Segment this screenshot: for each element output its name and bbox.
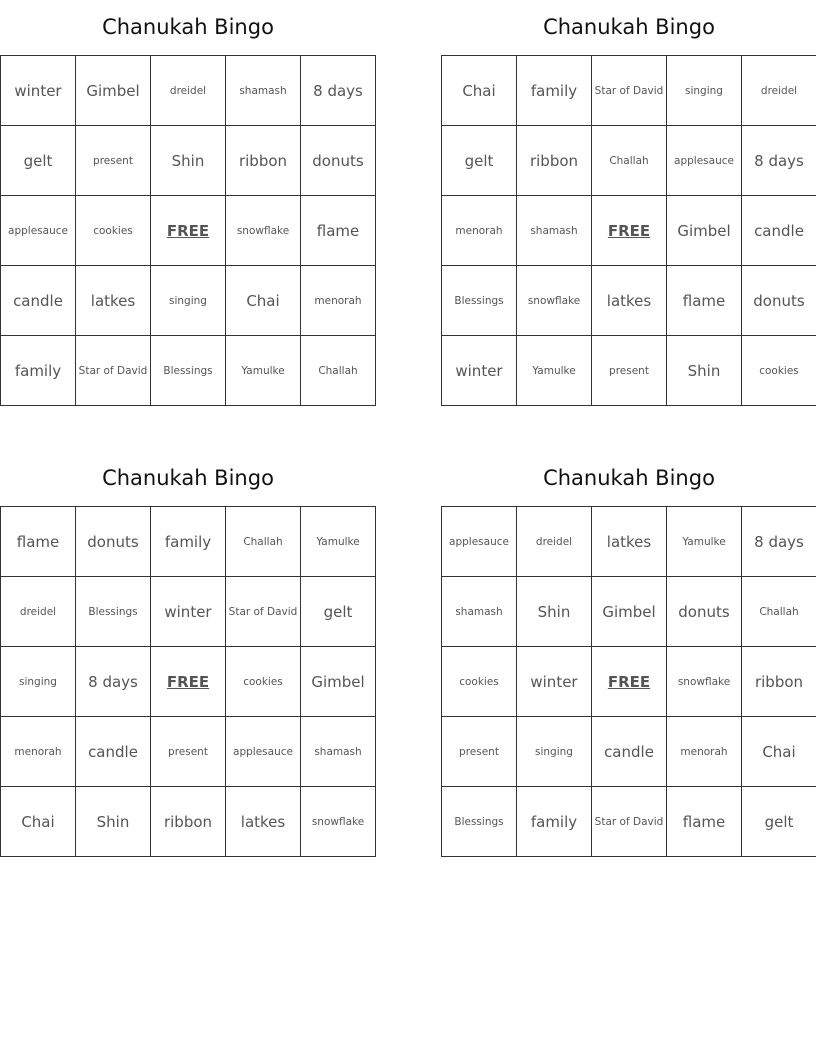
bingo-cell: Gimbel — [76, 56, 151, 126]
bingo-cell: Shin — [517, 577, 592, 647]
grid-row — [1, 336, 376, 406]
bingo-cell: dreidel — [1, 577, 76, 647]
bingo-grid — [0, 55, 376, 406]
bingo-cell: dreidel — [517, 507, 592, 577]
bingo-cell: snowflake — [301, 787, 376, 857]
bingo-cell: donuts — [667, 577, 742, 647]
bingo-cell: flame — [667, 266, 742, 336]
bingo-cell: Chai — [442, 56, 517, 126]
bingo-cell: Star of David — [592, 56, 667, 126]
bingo-cell: winter — [517, 647, 592, 717]
bingo-cell: Gimbel — [301, 647, 376, 717]
bingo-cell: Gimbel — [667, 196, 742, 266]
bingo-cell: family — [151, 507, 226, 577]
card-title: Chanukah Bingo — [102, 15, 274, 39]
grid-row — [442, 336, 816, 406]
bingo-cell: Challah — [742, 577, 816, 647]
bingo-cell: Blessings — [442, 787, 517, 857]
bingo-cell: applesauce — [1, 196, 76, 266]
bingo-cell: Blessings — [442, 266, 517, 336]
bingo-cell: latkes — [592, 266, 667, 336]
bingo-cell: Chai — [226, 266, 301, 336]
grid-row — [1, 577, 376, 647]
bingo-cell: gelt — [442, 126, 517, 196]
bingo-cell: shamash — [517, 196, 592, 266]
bingo-cell: flame — [301, 196, 376, 266]
bingo-cell: dreidel — [742, 56, 816, 126]
bingo-cell: snowflake — [667, 647, 742, 717]
free-space-cell: FREE — [592, 196, 667, 266]
grid-row — [1, 196, 376, 266]
bingo-cell: candle — [592, 717, 667, 787]
free-space-cell: FREE — [151, 196, 226, 266]
bingo-cell: candle — [742, 196, 816, 266]
grid-row — [1, 647, 376, 717]
bingo-cell: Challah — [301, 336, 376, 406]
bingo-cell: candle — [1, 266, 76, 336]
bingo-cell: ribbon — [226, 126, 301, 196]
grid-row — [442, 717, 816, 787]
bingo-cell: Star of David — [226, 577, 301, 647]
bingo-cell: latkes — [226, 787, 301, 857]
grid-row — [442, 126, 816, 196]
bingo-cell: ribbon — [517, 126, 592, 196]
bingo-cell: 8 days — [301, 56, 376, 126]
bingo-cell: cookies — [742, 336, 816, 406]
card-title: Chanukah Bingo — [543, 466, 715, 490]
bingo-cell: present — [592, 336, 667, 406]
bingo-card-1 — [0, 10, 376, 406]
bingo-cell: 8 days — [742, 126, 816, 196]
bingo-cell: shamash — [226, 56, 301, 126]
bingo-cell: donuts — [76, 507, 151, 577]
bingo-cell: winter — [151, 577, 226, 647]
bingo-cell: donuts — [742, 266, 816, 336]
bingo-cell: gelt — [301, 577, 376, 647]
bingo-cell: winter — [442, 336, 517, 406]
bingo-cell: winter — [1, 56, 76, 126]
bingo-cell: Blessings — [151, 336, 226, 406]
grid-row — [442, 266, 816, 336]
bingo-grid — [441, 55, 816, 406]
bingo-cell: 8 days — [742, 507, 816, 577]
bingo-cell: Chai — [742, 717, 816, 787]
bingo-cell: flame — [667, 787, 742, 857]
bingo-cell: shamash — [301, 717, 376, 787]
bingo-cell: Shin — [151, 126, 226, 196]
bingo-cell: Yamulke — [226, 336, 301, 406]
bingo-card-3 — [0, 461, 376, 857]
bingo-grid — [441, 506, 816, 857]
bingo-cell: 8 days — [76, 647, 151, 717]
bingo-cell: snowflake — [226, 196, 301, 266]
bingo-cell: menorah — [301, 266, 376, 336]
bingo-cell: gelt — [742, 787, 816, 857]
bingo-cell: snowflake — [517, 266, 592, 336]
bingo-cell: menorah — [667, 717, 742, 787]
bingo-cell: menorah — [1, 717, 76, 787]
bingo-cell: Yamulke — [301, 507, 376, 577]
bingo-cell: Yamulke — [667, 507, 742, 577]
bingo-cell: donuts — [301, 126, 376, 196]
bingo-cell: Challah — [226, 507, 301, 577]
bingo-cell: Challah — [592, 126, 667, 196]
bingo-cell: singing — [517, 717, 592, 787]
grid-row — [442, 787, 816, 857]
grid-row — [1, 266, 376, 336]
bingo-cell: candle — [76, 717, 151, 787]
bingo-cell: shamash — [442, 577, 517, 647]
free-space-cell: FREE — [151, 647, 226, 717]
bingo-cell: latkes — [76, 266, 151, 336]
grid-row — [1, 717, 376, 787]
bingo-cell: applesauce — [667, 126, 742, 196]
bingo-cell: present — [76, 126, 151, 196]
bingo-cell: family — [517, 787, 592, 857]
bingo-cell: latkes — [592, 507, 667, 577]
bingo-cell: applesauce — [442, 507, 517, 577]
bingo-cell: ribbon — [742, 647, 816, 717]
bingo-cell: gelt — [1, 126, 76, 196]
bingo-cell: Chai — [1, 787, 76, 857]
bingo-cell: cookies — [442, 647, 517, 717]
bingo-cell: Star of David — [592, 787, 667, 857]
bingo-cell: ribbon — [151, 787, 226, 857]
grid-row — [442, 507, 816, 577]
bingo-card-2 — [441, 10, 816, 406]
card-title: Chanukah Bingo — [543, 15, 715, 39]
bingo-cell: Gimbel — [592, 577, 667, 647]
bingo-cell: present — [442, 717, 517, 787]
bingo-cell: family — [517, 56, 592, 126]
bingo-cell: singing — [151, 266, 226, 336]
bingo-cell: singing — [1, 647, 76, 717]
bingo-cell: dreidel — [151, 56, 226, 126]
bingo-cell: family — [1, 336, 76, 406]
bingo-card-4 — [441, 461, 816, 857]
bingo-cell: Shin — [76, 787, 151, 857]
bingo-cell: Yamulke — [517, 336, 592, 406]
grid-row — [1, 507, 376, 577]
grid-row — [442, 577, 816, 647]
bingo-cell: cookies — [76, 196, 151, 266]
bingo-cell: menorah — [442, 196, 517, 266]
bingo-cell: flame — [1, 507, 76, 577]
card-title: Chanukah Bingo — [102, 466, 274, 490]
grid-row — [1, 787, 376, 857]
bingo-cell: present — [151, 717, 226, 787]
bingo-cell: Shin — [667, 336, 742, 406]
free-space-cell: FREE — [592, 647, 667, 717]
bingo-cell: cookies — [226, 647, 301, 717]
grid-row — [1, 126, 376, 196]
bingo-cell: applesauce — [226, 717, 301, 787]
bingo-grid — [0, 506, 376, 857]
grid-row — [442, 647, 816, 717]
bingo-cell: singing — [667, 56, 742, 126]
bingo-cell: Blessings — [76, 577, 151, 647]
grid-row — [442, 56, 816, 126]
grid-row — [1, 56, 376, 126]
bingo-cell: Star of David — [76, 336, 151, 406]
grid-row — [442, 196, 816, 266]
